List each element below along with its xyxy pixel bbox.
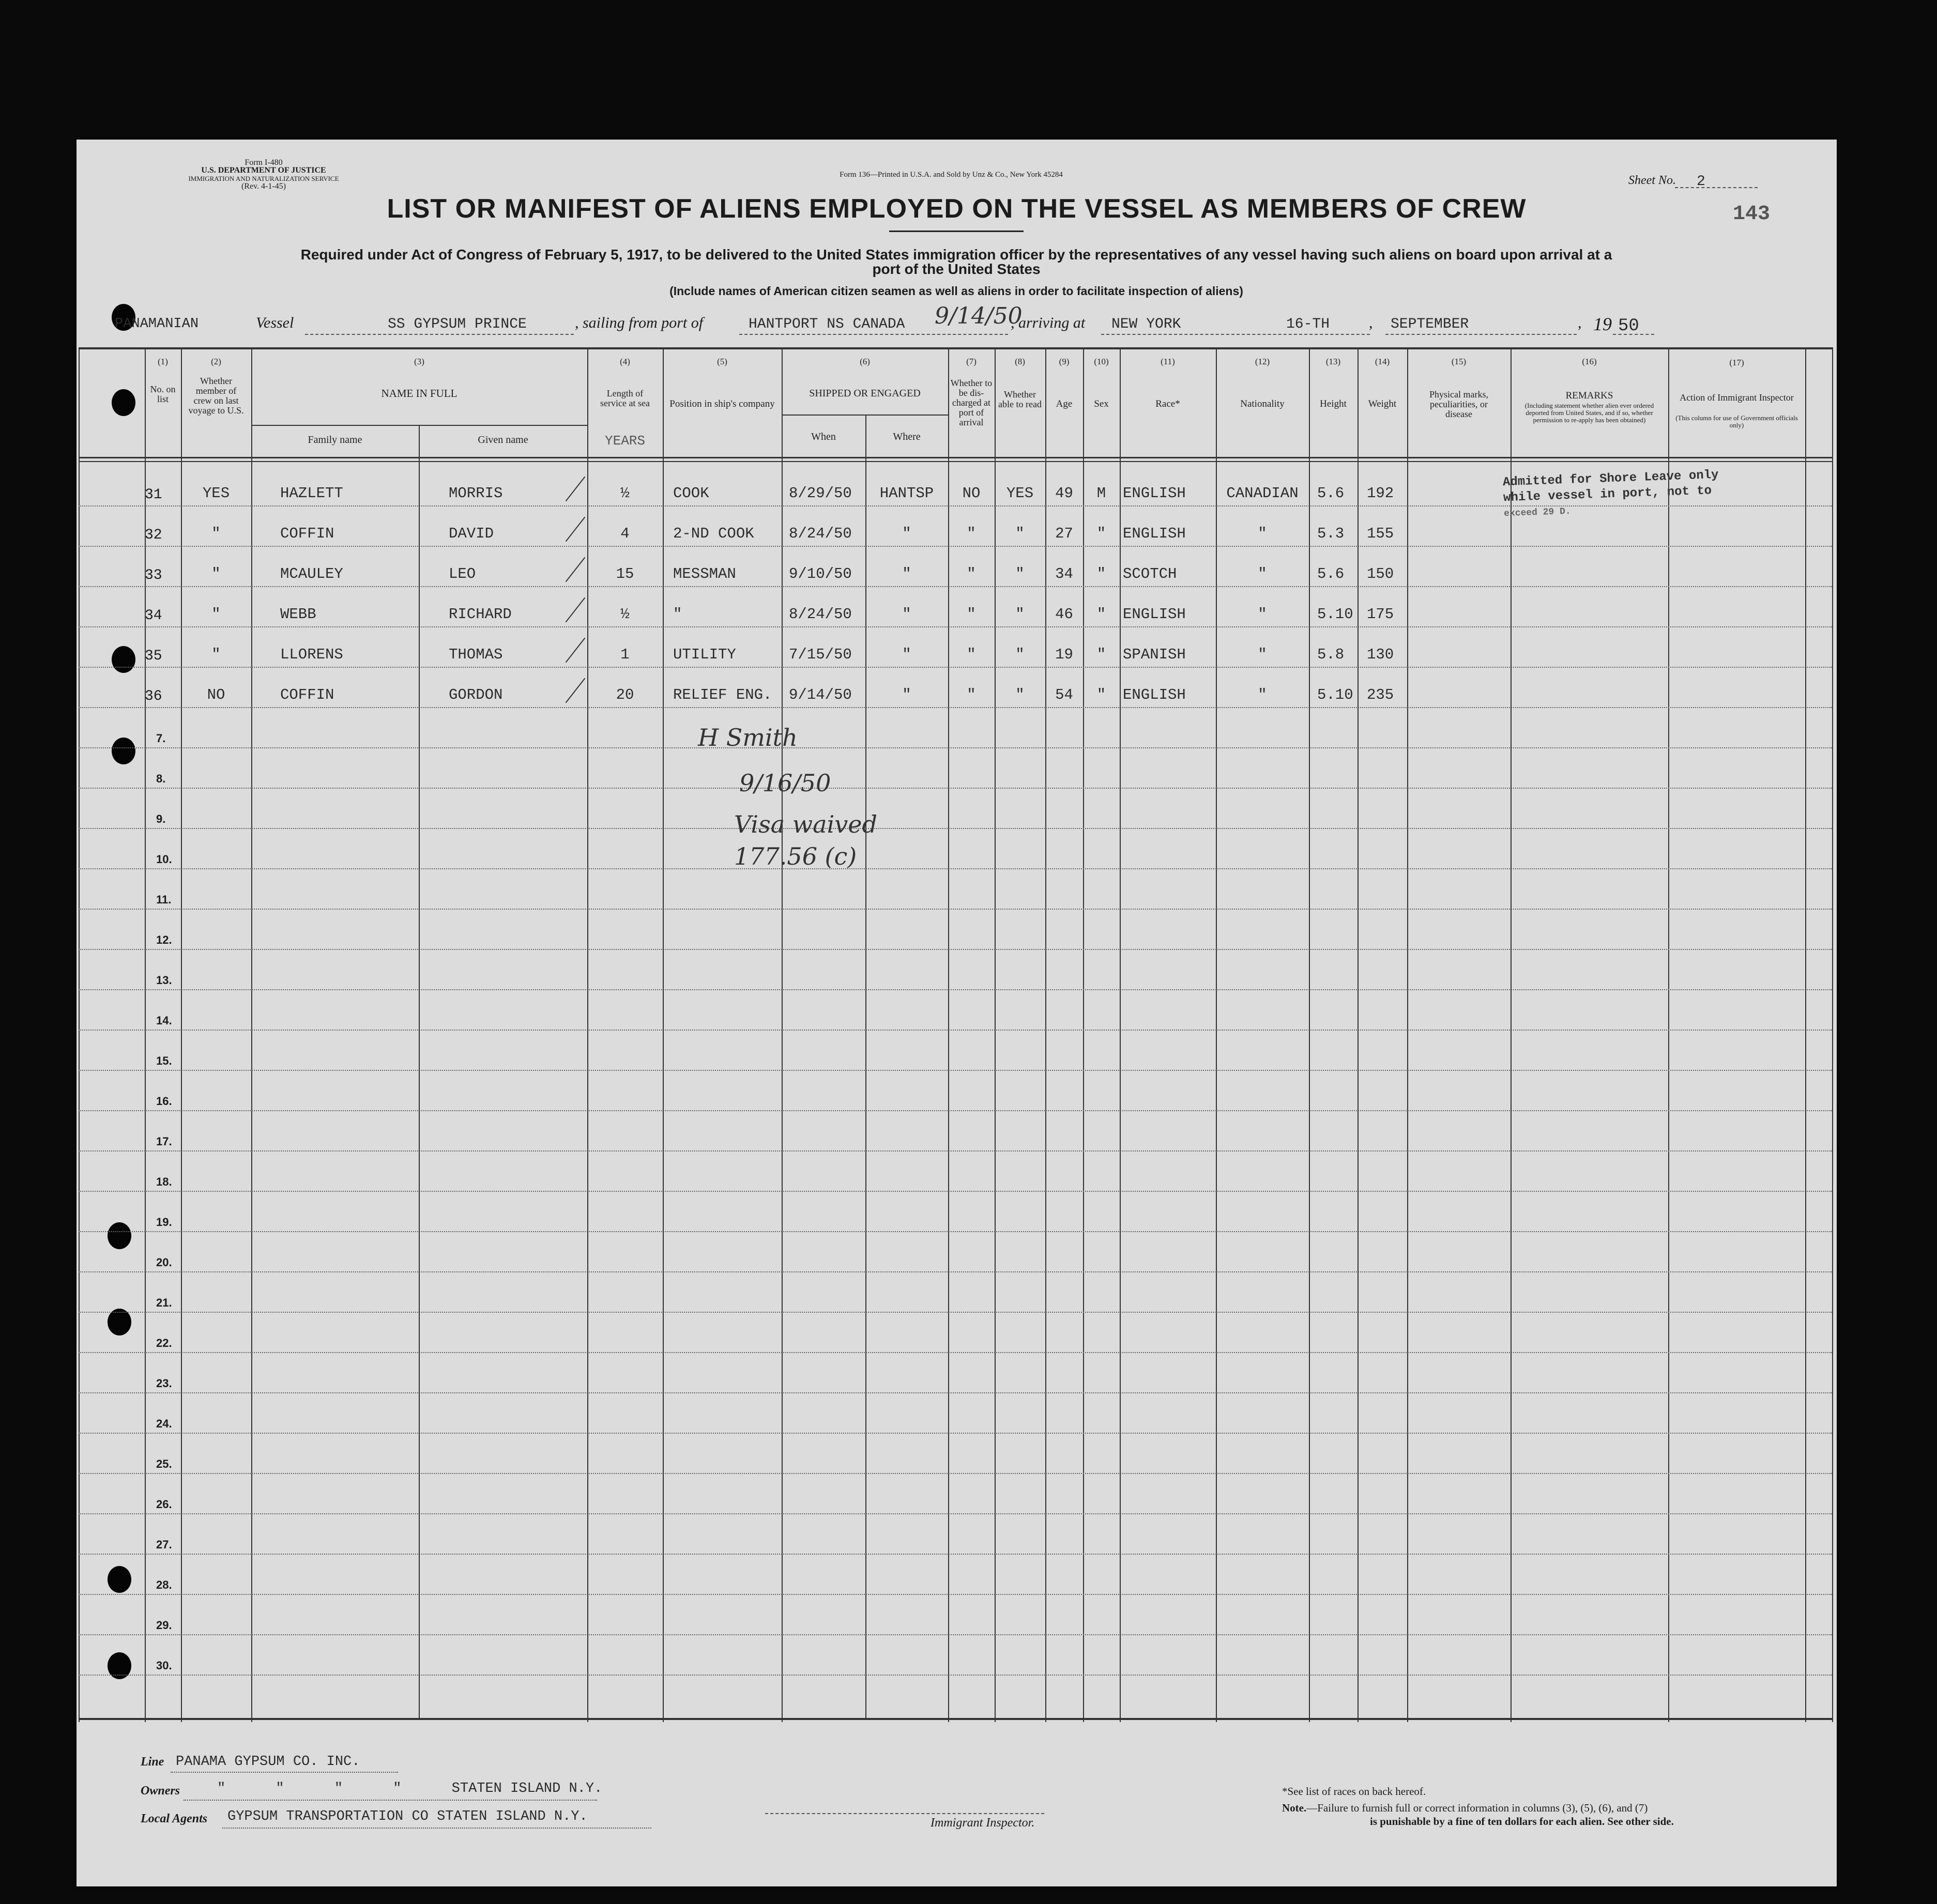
col-service-unit: YEARS: [604, 433, 645, 449]
arrival-port: NEW YORK: [1111, 316, 1181, 332]
col-no-header: No. on list: [150, 384, 176, 404]
cell-age: 19: [1055, 646, 1073, 663]
cell-family: LLORENS: [280, 646, 343, 663]
cell-sex: M: [1096, 485, 1106, 502]
cell-race: ENGLISH: [1123, 606, 1186, 623]
cell-age: 34: [1055, 565, 1073, 582]
row-number: 31: [145, 487, 162, 503]
cell-discharge: NO: [962, 485, 981, 502]
row-number: 28.: [156, 1578, 172, 1591]
col-inspector-action-header: Action of Immigrant Inspector: [1680, 392, 1794, 403]
arrival-year: 50: [1618, 316, 1639, 336]
printer-note: Form 136—Printed in U.S.A. and Sold by Unz & Co., New York 45284: [840, 171, 1063, 179]
department: U.S. DEPARTMENT OF JUSTICE: [201, 166, 326, 175]
check-mark: [566, 678, 586, 703]
row-number: 34: [145, 608, 162, 624]
row-line: [79, 626, 1832, 627]
sailing-label: , sailing from port of: [575, 314, 704, 331]
cell-height: 5.6: [1317, 565, 1345, 582]
cell-weight: 130: [1367, 646, 1394, 663]
vessel-label: Vessel: [256, 314, 294, 331]
row-number: 23.: [156, 1377, 172, 1390]
cell-when: 9/10/50: [789, 565, 852, 582]
stamp-line-2: while vessel in port, not to: [1503, 484, 1712, 505]
cell-years: ½: [620, 485, 630, 502]
col-physical-marks-header: Physical marks, peculiarities, or disease: [1429, 389, 1488, 419]
row-number: 18.: [156, 1175, 172, 1188]
row-number: 14.: [156, 1014, 172, 1027]
cell-weight: 155: [1367, 525, 1394, 542]
cell-race: ENGLISH: [1123, 525, 1186, 542]
cell-discharge: ": [967, 646, 976, 663]
remarks-stamp: [1503, 468, 1720, 522]
row-line: [79, 1271, 1832, 1272]
row-number: 32: [145, 527, 162, 543]
cell-prev: YES: [202, 485, 230, 502]
cell-sex: ": [1096, 565, 1106, 582]
page-number: 143: [1733, 203, 1771, 226]
cell-weight: 175: [1367, 606, 1394, 623]
cell-race: SCOTCH: [1123, 565, 1177, 582]
cell-when: 8/24/50: [789, 525, 852, 542]
row-line: [79, 1473, 1832, 1474]
cell-given: MORRIS: [449, 485, 503, 502]
row-number: 25.: [156, 1457, 172, 1470]
cell-height: 5.8: [1317, 646, 1345, 663]
cell-position: RELIEF ENG.: [673, 686, 772, 703]
row-number: 17.: [156, 1135, 172, 1148]
row-line: [79, 546, 1832, 547]
col-read-header: Whether able to read: [998, 389, 1042, 409]
row-number: 16.: [156, 1095, 172, 1108]
cell-where: ": [902, 565, 911, 582]
cell-height: 5.10: [1317, 606, 1353, 623]
arriving-label: , arriving at: [1011, 314, 1086, 331]
row-line: [79, 1554, 1832, 1555]
cell-race: ENGLISH: [1123, 686, 1186, 703]
cell-nationality: ": [1258, 565, 1267, 582]
vessel-flag: PANAMANIAN: [115, 316, 199, 332]
cell-nationality: ": [1258, 646, 1267, 663]
cell-race: SPANISH: [1123, 646, 1186, 663]
row-number: 36: [145, 688, 162, 704]
inspector-signature: H Smith: [698, 724, 798, 751]
cell-when: 8/24/50: [789, 606, 852, 623]
row-line: [79, 1594, 1832, 1595]
cell-read: YES: [1006, 485, 1034, 502]
cell-prev: ": [211, 525, 221, 542]
cell-weight: 150: [1367, 565, 1394, 582]
subtitle: Required under Act of Congress of February 5, 1917, to be delivered to the United States immigration officer by the representatives of any vessel having such aliens on board upon arrival at a: [300, 247, 1612, 263]
agents-label: Local Agents: [141, 1812, 208, 1825]
races-note: *See list of races on back hereof.: [1282, 1785, 1426, 1798]
cell-height: 5.6: [1317, 485, 1345, 502]
check-mark: [566, 597, 586, 623]
col-shipped-header: SHIPPED OR ENGAGED: [809, 388, 921, 399]
subtitle-2: port of the United States: [872, 261, 1041, 277]
cell-nationality: ": [1258, 686, 1267, 703]
col-inspector-note: (This column for use of Government officials only): [1675, 414, 1798, 429]
crew-table: (1) No. on list (2) Whether member of crew on last voyage to U.S. (3) NAME IN FULL Family name Given name (4) Length of service at sea YEARS (5) Position in ship's company (6) SHIPPED OR ENGAGED When Where (7) Whether to be dis-charged at port of arrival (8) Whether able to read (9) Age (10) Sex (11) Race* (12) Nationality (13) Height (14) Weight (15) Physical marks, peculiarities, or disease (16) REMARKS (Including statement whether alien ever ordered deported from United States, and if so, whether permission to re-apply has been obtained) (17) Action of Immigrant Inspector (This column for use of Government officials only) 31 YES HAZLETT MORRIS ½ COOK 8/29/50 HANTSP NO YES 49 M ENGLISH CANADIAN 5.6 192 32 " COFFIN DAVID 4 2-ND COOK 8/24/50 " " " 27 " ENGLISH " 5.3 155 33 " MCAULEY LEO 15 MESSMAN 9/10/50 " " " 34 " SCOTCH " 5.6 150 34 " WEBB RICHARD ½ " 8/24/50 " " " 46 " ENGLISH " 5.10 175 35 " LLORENS THOMAS 1 UTILITY 7/15/50 " " " 19 " SPANISH " 5.8 130 36 NO COFFIN GORDON 20 RELIEF ENG. 9/14/50 " " " 54 " ENGLISH " 5.10 235 7. 8. 9. 10. 11. 12. 13. 14. 15. 16. 17. 18. 19. 20. 21. 22. 23. 24. 25. 26. 27. 28. 29. 30.: [79, 347, 1832, 1722]
col-position-header: Position in ship's company: [669, 398, 775, 409]
col-previous-voyage-header: Whether member of crew on last voyage to U.S.: [188, 376, 244, 416]
row-number: 21.: [156, 1296, 172, 1309]
row-number: 29.: [156, 1619, 172, 1632]
cell-read: ": [1015, 606, 1025, 623]
cell-years: 20: [616, 686, 634, 703]
row-line: [79, 707, 1832, 708]
row-number: 10.: [156, 853, 172, 866]
cell-family: COFFIN: [280, 686, 334, 703]
row-number: 11.: [156, 893, 172, 906]
col-weight-header: Weight: [1368, 398, 1397, 409]
row-line: [79, 747, 1832, 748]
row-line: [79, 1150, 1832, 1151]
cell-discharge: ": [967, 525, 976, 542]
line-label: Line: [141, 1755, 164, 1769]
row-line: [79, 667, 1832, 668]
cell-nationality: CANADIAN: [1226, 485, 1299, 502]
col-sex-header: Sex: [1094, 398, 1109, 409]
cell-race: ENGLISH: [1123, 485, 1186, 502]
row-line: [79, 788, 1832, 789]
cell-prev: ": [211, 606, 221, 623]
col-where-header: Where: [893, 431, 921, 442]
cell-weight: 235: [1367, 686, 1394, 703]
cell-discharge: ": [967, 565, 976, 582]
cell-age: 49: [1055, 485, 1073, 502]
row-line: [79, 586, 1832, 587]
check-mark: [566, 517, 586, 542]
cell-discharge: ": [967, 686, 976, 703]
cell-sex: ": [1096, 525, 1106, 542]
row-number: 13.: [156, 974, 172, 987]
row-line: [79, 1110, 1832, 1111]
cell-position: ": [673, 606, 682, 623]
cell-years: ½: [620, 606, 630, 623]
cell-family: COFFIN: [280, 525, 334, 542]
shipping-line: PANAMA GYPSUM CO. INC.: [176, 1754, 360, 1770]
penalty-note: Note.—Failure to furnish full or correct information in columns (3), (5), (6), and (7): [1282, 1802, 1648, 1814]
cell-where: ": [902, 606, 911, 623]
row-number: 19.: [156, 1216, 172, 1229]
row-number: 20.: [156, 1256, 172, 1269]
owners-label: Owners: [141, 1784, 180, 1798]
sheet-label: Sheet No.: [1628, 174, 1676, 187]
cell-read: ": [1015, 646, 1025, 663]
col-remarks-note: (Including statement whether alien ever ordered deported from United States, and if so, whether permission to re-apply has been obtained): [1524, 402, 1654, 424]
sheet-number: 2: [1697, 174, 1705, 190]
row-number: 24.: [156, 1417, 172, 1430]
row-line: [79, 989, 1832, 990]
cell-when: 8/29/50: [789, 485, 852, 502]
row-number: 27.: [156, 1538, 172, 1551]
cell-given: THOMAS: [449, 646, 503, 663]
cell-age: 27: [1055, 525, 1073, 542]
row-line: [79, 1392, 1832, 1393]
cell-nationality: ": [1258, 606, 1267, 623]
col-height-header: Height: [1320, 398, 1347, 409]
row-number: 35: [145, 648, 162, 664]
visa-code: 177.56 (c): [734, 842, 857, 870]
visa-note: Visa waived: [734, 810, 877, 838]
stamp-line-3: exceed 29 D.: [1503, 506, 1572, 519]
cell-weight: 192: [1367, 485, 1394, 502]
inspector-label: Immigrant Inspector.: [931, 1816, 1035, 1830]
row-line: [79, 909, 1832, 910]
row-line: [79, 868, 1832, 869]
check-mark: [566, 638, 586, 663]
cell-read: ": [1015, 565, 1025, 582]
cell-years: 15: [616, 565, 634, 582]
row-number: 8.: [156, 772, 166, 785]
row-line: [79, 1433, 1832, 1434]
cell-when: 9/14/50: [789, 686, 852, 703]
cell-given: DAVID: [449, 525, 494, 542]
cell-sex: ": [1096, 606, 1106, 623]
row-line: [79, 949, 1832, 950]
col-name-header: NAME IN FULL: [381, 387, 457, 400]
page-title: LIST OR MANIFEST OF ALIENS EMPLOYED ON THE VESSEL AS MEMBERS OF CREW: [387, 194, 1527, 224]
row-line: [79, 1513, 1832, 1514]
vessel-name: SS GYPSUM PRINCE: [388, 316, 527, 332]
cell-nationality: ": [1258, 525, 1267, 542]
local-agents: GYPSUM TRANSPORTATION CO STATEN ISLAND N.Y.: [227, 1809, 588, 1824]
row-number: 33: [145, 567, 162, 584]
col-when-header: When: [811, 431, 836, 442]
row-line: [79, 1312, 1832, 1313]
cell-where: ": [902, 686, 911, 703]
row-line: [79, 1634, 1832, 1635]
row-line: [79, 1030, 1832, 1031]
col-remarks-header: REMARKS: [1565, 390, 1613, 401]
cell-height: 5.10: [1317, 686, 1353, 703]
cell-sex: ": [1096, 686, 1106, 703]
check-mark: [566, 477, 586, 502]
cell-given: RICHARD: [449, 606, 512, 623]
row-number: 12.: [156, 933, 172, 946]
service: IMMIGRATION AND NATURALIZATION SERVICE: [188, 175, 339, 182]
subtitle-3: (Include names of American citizen seamen as well as aliens in order to facilitate inspection of aliens): [669, 284, 1243, 298]
row-line: [79, 828, 1832, 829]
row-number: 7.: [156, 732, 166, 745]
owners: " " " " STATEN ISLAND N.Y.: [217, 1781, 603, 1796]
cell-family: HAZLETT: [280, 485, 343, 502]
cell-given: LEO: [449, 565, 476, 582]
col-age-header: Age: [1056, 398, 1073, 409]
cell-years: 1: [620, 646, 630, 663]
check-mark: [566, 557, 586, 582]
penalty-note-2: is punishable by a fine of ten dollars for each alien. See other side.: [1370, 1815, 1674, 1828]
col-given-name-header: Given name: [478, 434, 528, 446]
cell-family: MCAULEY: [280, 565, 343, 582]
cell-family: WEBB: [280, 606, 316, 623]
cell-where: ": [902, 646, 911, 663]
year-prefix: 19: [1593, 314, 1612, 334]
cell-age: 46: [1055, 606, 1073, 623]
revision: (Rev. 4-1-45): [241, 182, 286, 191]
cell-height: 5.3: [1317, 525, 1345, 542]
row-number: 15.: [156, 1054, 172, 1067]
row-line: [79, 1191, 1832, 1192]
col-nationality-header: Nationality: [1240, 398, 1285, 409]
col-family-name-header: Family name: [308, 434, 362, 446]
sailing-port: HANTPORT NS CANADA: [749, 316, 905, 332]
row-number: 9.: [156, 812, 166, 825]
form-number: Form I-480: [245, 158, 283, 167]
cell-prev: ": [211, 565, 221, 582]
cell-discharge: ": [967, 606, 976, 623]
cell-position: COOK: [673, 485, 709, 502]
col-discharged-header: Whether to be dis-charged at port of arrival: [950, 378, 993, 427]
col-service-length-header: Length of service at sea: [600, 388, 650, 408]
cell-when: 7/15/50: [789, 646, 852, 663]
row-line: [79, 1675, 1832, 1676]
stamp-line-1: Admitted for Shore Leave only: [1502, 468, 1719, 490]
col-race-header: Race*: [1155, 398, 1180, 409]
cell-sex: ": [1096, 646, 1106, 663]
cell-where: HANTSP: [879, 485, 934, 502]
arrival-day: 16-TH: [1286, 316, 1330, 332]
cell-where: ": [902, 525, 911, 542]
cell-position: UTILITY: [673, 646, 736, 663]
row-line: [79, 1352, 1832, 1353]
cell-prev: NO: [207, 686, 225, 703]
arrival-month: SEPTEMBER: [1391, 316, 1469, 332]
cell-given: GORDON: [449, 686, 503, 703]
row-line: [79, 1231, 1832, 1232]
row-number: 26.: [156, 1498, 172, 1511]
row-number: 30.: [156, 1659, 172, 1672]
cell-read: ": [1015, 525, 1025, 542]
inspection-date: 9/16/50: [739, 769, 831, 797]
cell-prev: ": [211, 646, 221, 663]
row-number: 22.: [156, 1337, 172, 1349]
cell-position: MESSMAN: [673, 565, 736, 582]
cell-read: ": [1015, 686, 1025, 703]
cell-age: 54: [1055, 686, 1073, 703]
row-line: [79, 1070, 1832, 1071]
sail-date-handwritten: 9/14/50: [935, 303, 1023, 329]
cell-position: 2-ND COOK: [673, 525, 754, 542]
cell-years: 4: [620, 525, 630, 542]
